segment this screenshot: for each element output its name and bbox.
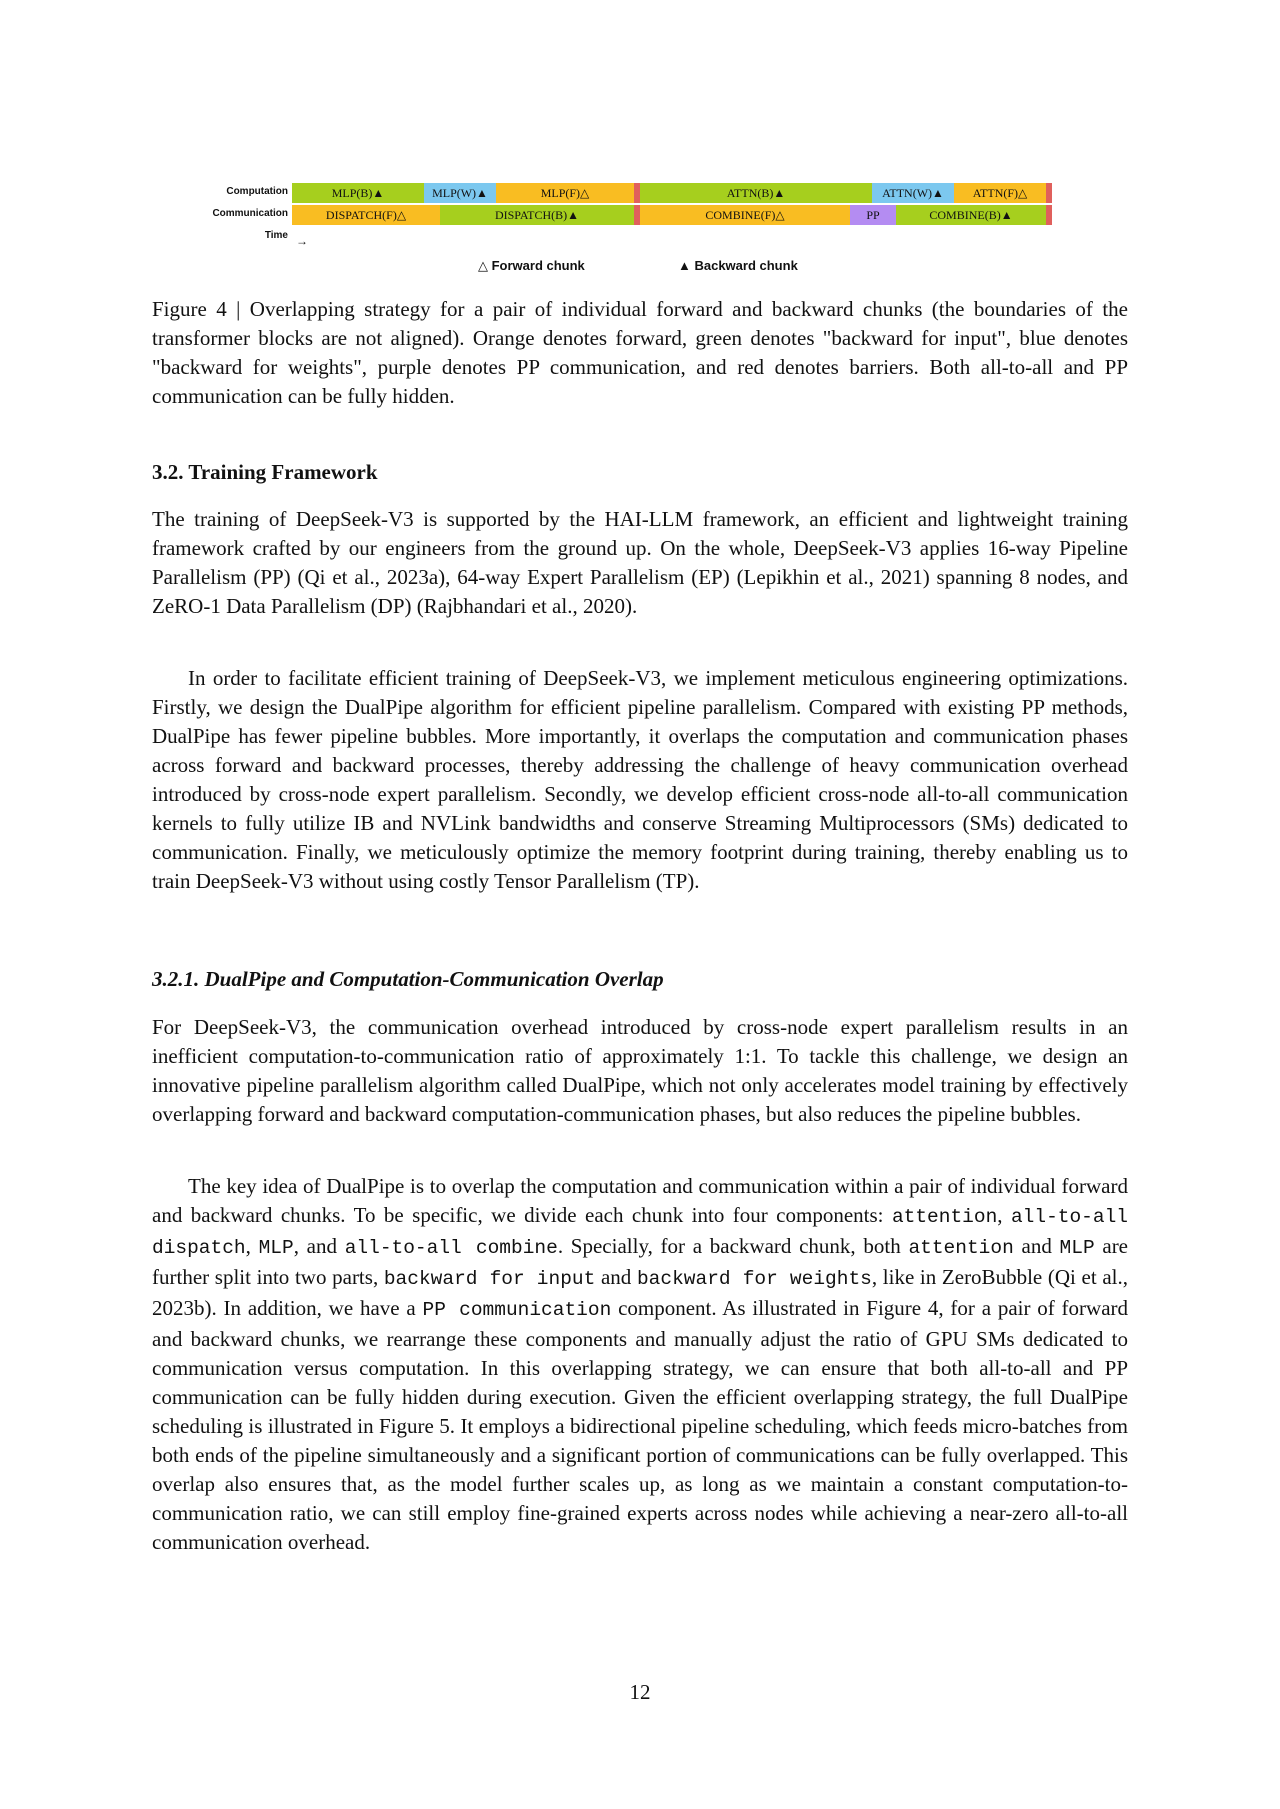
computation-row-label: Computation [226, 186, 288, 197]
text-run: . Specially, for a backward chunk, both [557, 1234, 909, 1258]
section-heading: 3.2. Training Framework [152, 460, 378, 484]
code-backward-input: backward for input [383, 1268, 596, 1290]
text-run: , and [293, 1234, 345, 1258]
code-mlp-2: MLP [1059, 1237, 1095, 1259]
paragraph-1: The training of DeepSeek-V3 is supported by the HAI-LLM framework, an efficient and lightweight training framework crafted by our engineers from the ground up. On the whole, DeepSeek-V3 applies 16-way Pipeline Parallelism (PP) (Qi et al., 2023a), 64-way Expert Parallelism (EP) (Lepikhin et al., 2021) spanning 8 nodes, and ZeRO-1 Data Parallelism (DP) (Rajbhandari et al., 2020). [152, 507, 1128, 618]
seg-attn-w: ATTN(W)▲ [872, 183, 954, 203]
code-attention: attention [891, 1206, 998, 1228]
communication-row-label: Communication [212, 208, 288, 219]
code-mlp: MLP [258, 1237, 294, 1259]
text-run: The key idea of DualPipe is to overlap the computation and communication within a pair of individual forward and backward chunks. To be specific, we divide each chunk into four components: [152, 1174, 1128, 1227]
seg-attn-f: ATTN(F)△ [954, 183, 1046, 203]
paragraph-2: In order to facilitate efficient training of DeepSeek-V3, we implement meticulous engineering optimizations. Firstly, we design the DualPipe algorithm for efficient pipeline parallelism. Compared with existing PP methods, DualPipe has fewer pipeline bubbles. More importantly, it overlaps the computation and communication phases across forward and backward processes, thereby addressing the challenge of heavy communication overhead introduced by cross-node expert parallelism. Secondly, we develop efficient cross-node all-to-all communication kernels to fully utilize IB and NVLink bandwidths and conserve Streaming Multiprocessors (SMs) dedicated to communication. Finally, we meticulously optimize the memory footprint during training, thereby enabling us to train DeepSeek-V3 without using costly Tensor Parallelism (TP). [152, 666, 1128, 893]
seg-dispatch-b: DISPATCH(B)▲ [440, 205, 634, 225]
seg-barrier-4 [1046, 205, 1052, 225]
text-run: component. As illustrated in Figure 4, for a pair of forward and backward chunks, we rearrange these components and manually adjust the ratio of GPU SMs dedicated to communication versus computation. In this overlapping strategy, we can ensure that both all-to-all and PP communication can be fully hidden during execution. Given the efficient overlapping strategy, the full DualPipe scheduling is illustrated in Figure 5. It employs a bidirectional pipeline scheduling, which feeds micro-batches from both ends of the pipeline simultaneously and a significant portion of communications can be fully overlapped. This overlap also ensures that, as the model further scales up, as long as we maintain a constant computation-to-communication ratio, we can still employ fine-grained experts across nodes while achieving a near-zero all-to-all communication overhead. [152, 1296, 1129, 1554]
seg-pp: PP [850, 205, 896, 225]
figure-4 [200, 182, 1080, 282]
text-run: and [595, 1265, 637, 1289]
seg-barrier-2 [1046, 183, 1052, 203]
seg-mlp-w: MLP(W)▲ [424, 183, 496, 203]
seg-mlp-b: MLP(B)▲ [292, 183, 424, 203]
seg-combine-b: COMBINE(B)▲ [896, 205, 1046, 225]
code-pp-communication: PP communication [422, 1299, 612, 1321]
time-arrow-icon: → [296, 234, 308, 248]
code-dispatch: all-to-all dispatch [152, 1206, 1128, 1259]
paragraph-4 [152, 1172, 1128, 1557]
legend-backward: ▲ Backward chunk [678, 258, 798, 273]
seg-combine-f: COMBINE(F)△ [640, 205, 850, 225]
text-run: , like in ZeroBubble (Qi et al., 2023b). In addition, we have a [152, 1265, 1129, 1320]
figure-caption: Figure 4 | Overlapping strategy for a pair of individual forward and backward chunks (the boundaries of the transformer blocks are not aligned). Orange denotes forward, green denotes "backward for input", blue denotes "backward for weights", purple denotes PP communication, and red denotes barriers. Both all-to-all and PP communication can be fully hidden. [152, 297, 1128, 408]
paragraph-3: For DeepSeek-V3, the communication overhead introduced by cross-node expert parallelism results in an inefficient computation-to-communication ratio of approximately 1:1. To tackle this challenge, we design an innovative pipeline parallelism algorithm called DualPipe, which not only accelerates model training by effectively overlapping forward and backward computation-communication phases, but also reduces the pipeline bubbles. [152, 1015, 1128, 1126]
subsection-heading: 3.2.1. DualPipe and Computation-Communication Overlap [152, 967, 664, 991]
text-run: , [997, 1203, 1011, 1227]
text-run: , [245, 1234, 259, 1258]
page-number: 12 [629, 1680, 651, 1704]
text-run: and [1013, 1234, 1060, 1258]
seg-dispatch-f: DISPATCH(F)△ [292, 205, 440, 225]
seg-mlp-f: MLP(F)△ [496, 183, 634, 203]
seg-attn-b: ATTN(B)▲ [640, 183, 872, 203]
time-row-label: Time [264, 230, 288, 241]
code-attention-2: attention [908, 1237, 1014, 1259]
code-combine: all-to-all combine [344, 1237, 558, 1259]
text-run: are further split into two parts, [152, 1234, 1129, 1289]
legend-forward: △ Forward chunk [478, 258, 585, 273]
code-backward-weights: backward for weights [636, 1268, 872, 1290]
